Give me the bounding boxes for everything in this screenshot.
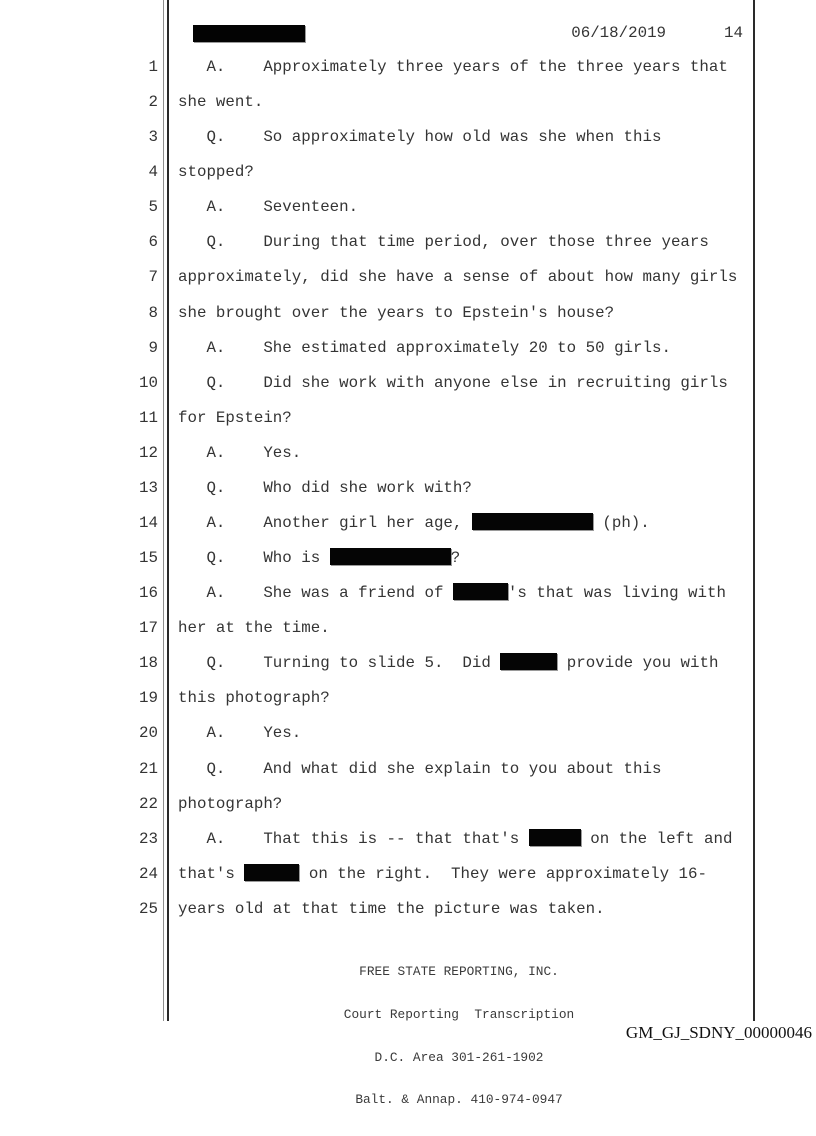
line-text <box>178 50 728 85</box>
transcript-line <box>0 506 754 541</box>
transcript-line <box>0 436 754 471</box>
line-text-segment: A. She estimated approximately 20 to 50 girls. <box>178 338 671 357</box>
line-text-segment: years old at that time the picture was taken. <box>178 899 605 918</box>
transcript-line <box>0 50 754 85</box>
transcript-line <box>0 787 754 822</box>
transcript-line <box>0 366 754 401</box>
transcript-line <box>0 611 754 646</box>
line-number: 23 <box>139 829 158 848</box>
line-text <box>178 296 614 331</box>
transcript-line <box>0 822 754 857</box>
line-text <box>178 436 301 471</box>
footer-line: D.C. Area 301-261-1902 <box>374 1049 544 1065</box>
header-redaction-box <box>193 25 305 42</box>
line-text <box>178 611 330 646</box>
header-date: 06/18/2019 <box>571 24 667 42</box>
line-number: 2 <box>148 93 158 112</box>
transcript-line <box>0 576 754 611</box>
page-header <box>571 24 743 42</box>
transcript-line <box>0 857 754 892</box>
redaction-box <box>453 583 508 600</box>
line-number: 14 <box>139 514 158 533</box>
bates-number: GM_GJ_SDNY_00000046 <box>625 1023 812 1042</box>
line-text <box>178 190 358 225</box>
line-text-segment: for Epstein? <box>178 408 292 427</box>
transcript-line <box>0 260 754 295</box>
line-number: 10 <box>139 373 158 392</box>
line-text-segment: A. Yes. <box>178 724 302 743</box>
transcript-line <box>0 716 754 751</box>
line-text-segment: stopped? <box>178 163 254 182</box>
line-text-segment: Q. Did she work with anyone else in recruiting girls <box>178 373 728 392</box>
line-text <box>178 681 330 716</box>
line-text-segment: that's <box>178 864 245 883</box>
line-text-segment: provide you with <box>557 654 719 673</box>
footer-line: FREE STATE REPORTING, INC. <box>359 964 559 980</box>
line-text <box>178 225 709 260</box>
transcript-line <box>0 190 754 225</box>
line-number: 6 <box>148 233 158 252</box>
line-text <box>178 85 263 120</box>
line-text <box>178 646 718 681</box>
line-text <box>178 471 472 506</box>
line-number: 11 <box>139 408 158 427</box>
line-text-segment: on the right. They were approximately 16- <box>299 864 707 883</box>
line-text-segment: A. That this is -- that that's <box>178 829 529 848</box>
transcript-line <box>0 752 754 787</box>
redaction-box <box>472 513 593 530</box>
line-number: 16 <box>139 584 158 603</box>
line-number: 17 <box>139 619 158 638</box>
transcript-line <box>0 120 754 155</box>
line-number: 15 <box>139 549 158 568</box>
transcript-line <box>0 401 754 436</box>
line-number: 12 <box>139 443 158 462</box>
line-text-segment: Q. Who is <box>178 549 330 568</box>
line-text <box>178 506 650 541</box>
line-number: 24 <box>139 864 158 883</box>
line-text <box>178 787 282 822</box>
transcript-line <box>0 85 754 120</box>
line-number: 13 <box>139 478 158 497</box>
transcript-line <box>0 296 754 331</box>
transcript-line <box>0 681 754 716</box>
line-text <box>178 857 707 892</box>
transcript-line <box>0 155 754 190</box>
transcript-line <box>0 646 754 681</box>
line-text <box>178 822 732 857</box>
transcript-body <box>0 50 754 927</box>
line-number: 4 <box>148 163 158 182</box>
line-number: 3 <box>148 128 158 147</box>
redaction-box <box>500 653 557 670</box>
transcript-line <box>0 225 754 260</box>
transcript-line <box>0 541 754 576</box>
redaction-box <box>330 548 451 565</box>
line-text-segment: photograph? <box>178 794 283 813</box>
line-text <box>178 716 301 751</box>
line-text-segment: on the left and <box>580 829 733 848</box>
line-text <box>178 752 661 787</box>
line-number: 7 <box>148 268 158 287</box>
line-text-segment: Q. During that time period, over those three years <box>178 233 709 252</box>
line-text <box>178 541 460 576</box>
line-text-segment: (ph). <box>592 514 650 533</box>
header-page-number: 14 <box>724 24 743 42</box>
line-text <box>178 576 726 611</box>
line-text-segment: A. Another girl her age, <box>178 514 472 533</box>
transcript-line <box>0 471 754 506</box>
line-text-segment: Q. And what did she explain to you about this <box>178 759 662 778</box>
line-text <box>178 366 728 401</box>
line-number: 25 <box>139 899 158 918</box>
line-number: 20 <box>139 724 158 743</box>
line-text-segment: A. Yes. <box>178 443 302 462</box>
redaction-box <box>529 829 581 846</box>
line-number: 21 <box>139 759 158 778</box>
line-text-segment: Q. Who did she work with? <box>178 478 472 497</box>
footer-line: Balt. & Annap. 410-974-0947 <box>355 1092 563 1108</box>
line-text <box>178 892 605 927</box>
line-number: 19 <box>139 689 158 708</box>
line-number: 5 <box>148 198 158 217</box>
line-number: 8 <box>148 303 158 322</box>
line-text-segment: 's that was living with <box>507 584 726 603</box>
redaction-box <box>244 864 299 881</box>
line-text-segment: Q. So approximately how old was she when this <box>178 128 662 147</box>
line-text <box>178 331 671 366</box>
line-text-segment: she went. <box>178 93 264 112</box>
line-text-segment: this photograph? <box>178 689 330 708</box>
line-text-segment: ? <box>450 549 461 568</box>
line-number: 22 <box>139 794 158 813</box>
line-text-segment: A. Approximately three years of the three years that <box>178 58 728 76</box>
line-number: 1 <box>148 58 158 76</box>
line-text <box>178 120 661 155</box>
line-text-segment: A. Seventeen. <box>178 198 359 217</box>
line-text <box>178 260 737 295</box>
line-text <box>178 155 254 190</box>
transcript-line <box>0 892 754 927</box>
line-text <box>178 401 292 436</box>
line-text-segment: approximately, did she have a sense of about how many girls <box>178 268 738 287</box>
line-text-segment: Q. Turning to slide 5. Did <box>178 654 501 673</box>
footer-line: Court Reporting Transcription <box>343 1007 575 1023</box>
line-number: 9 <box>148 338 158 357</box>
line-text-segment: her at the time. <box>178 619 330 638</box>
line-number: 18 <box>139 654 158 673</box>
transcript-line <box>0 331 754 366</box>
line-text-segment: A. She was a friend of <box>178 584 453 603</box>
line-text-segment: she brought over the years to Epstein's house? <box>178 303 615 322</box>
